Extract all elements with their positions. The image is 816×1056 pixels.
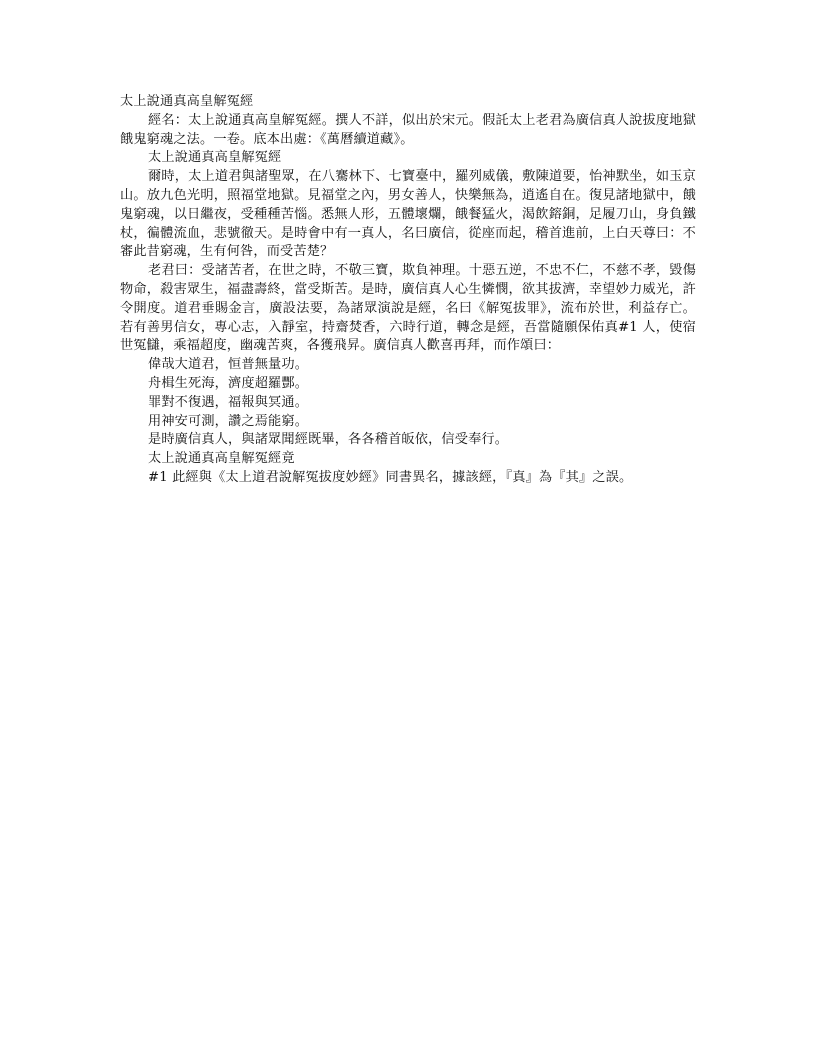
document-page bbox=[120, 93, 696, 488]
verse-line-1: 偉哉大道君，恒普無量功。 bbox=[148, 357, 309, 373]
footnote: #1 此經與《太上道君說解冤拔度妙經》同書異名，據該經，『真』為『其』之誤。 bbox=[148, 469, 633, 485]
verse-line-2: 舟楫生死海，濟度超羅酆。 bbox=[148, 375, 309, 391]
document-title: 太上說通真高皇解冤經 bbox=[120, 94, 254, 109]
body-paragraph-2: 老君曰：受諸苦者，在世之時，不敬三寶，欺負神理。十惡五逆，不忠不仁，不慈不孝，毀傷物命，殺害眾生，福盡壽終，當受斯苦。是時，廣信真人心生憐憫，欲其拔濟，幸望妙力威光，許令開度。道君垂賜金言，廣設法要，為諸眾演說是經，名曰《解冤拔罪》，流布於世，利益存亡。若有善男信女，專心志，入靜室，持齋焚香，六時行道，轉念是經，吾當隨願保佑真#1 人，使宿世冤讎，乘福超度，幽魂苦爽，各獲飛昇。廣信真人歡喜再拜，而作頌曰： bbox=[120, 263, 696, 354]
intro-paragraph: 經名：太上說通真高皇解冤經。撰人不詳，似出於宋元。假託太上老君為廣信真人說拔度地獄餓鬼窮魂之法。一卷。底本出處：《萬曆續道藏》。 bbox=[120, 112, 696, 147]
verse-line-4: 用神安可測，讚之焉能窮。 bbox=[148, 413, 309, 429]
closing-paragraph: 是時廣信真人，與諸眾聞經既畢，各各稽首皈依，信受奉行。 bbox=[148, 432, 509, 448]
scripture-subtitle: 太上說通真高皇解冤經 bbox=[148, 150, 282, 166]
verse-line-3: 罪對不復遇，福報與冥通。 bbox=[148, 394, 309, 410]
body-paragraph-1: 爾時，太上道君與諸聖眾，在八騫林下、七寶臺中，羅列威儀，敷陳道要，怡神默坐，如玉京山。放九色光明，照福堂地獄。見福堂之內，男女善人，快樂無為，逍遙自在。復見諸地獄中，餓鬼窮魂，以日繼夜，受種種苦惱。悉無人形，五體壞爛，餓餐猛火，渴飲鎔銅，足履刀山，身負鐵杖，徧體流血，悲號徹天。是時會中有一真人，名曰廣信，從座而起，稽首進前，上白天尊曰：不審此昔窮魂，生有何咎，而受苦楚？ bbox=[120, 169, 696, 260]
end-title: 太上說通真高皇解冤經竟 bbox=[148, 451, 295, 467]
